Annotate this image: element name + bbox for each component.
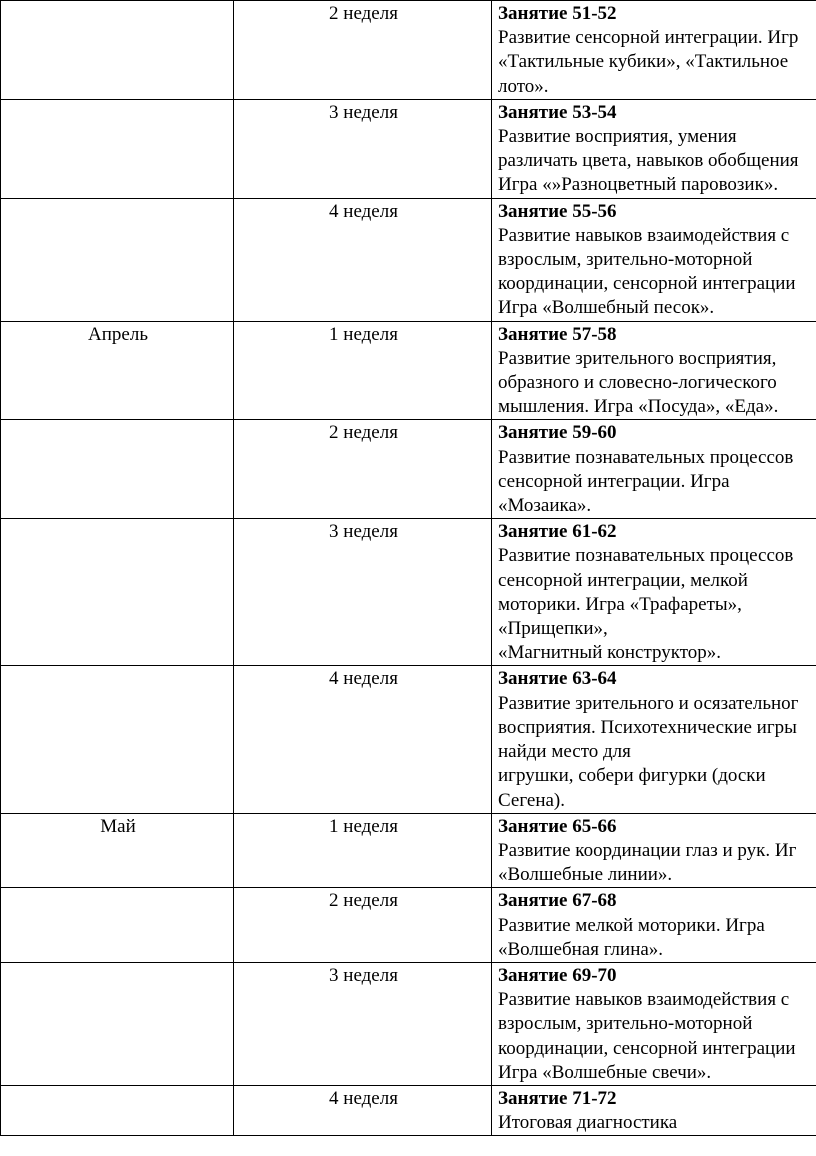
lesson-content-cell <box>492 1 816 100</box>
lesson-title: Занятие 67-68 <box>498 890 617 912</box>
month-cell <box>1 420 234 519</box>
week-cell: 4 неделя <box>234 666 492 813</box>
lesson-content-cell <box>492 420 816 519</box>
lesson-description-line: моторики. Игра «Трафареты», <box>498 593 742 615</box>
lesson-description-line: Развитие координации глаз и рук. Иг <box>498 839 797 861</box>
week-cell: 1 неделя <box>234 321 492 420</box>
lesson-title: Занятие 55-56 <box>498 200 617 222</box>
lesson-description-line: Игра «»Разноцветный паровозик». <box>498 174 779 196</box>
lesson-content-cell <box>492 813 816 888</box>
week-cell: 3 неделя <box>234 962 492 1085</box>
month-cell <box>1 666 234 813</box>
month-cell <box>1 1 234 100</box>
table-row <box>1 321 816 420</box>
table-row <box>1 198 816 321</box>
week-cell: 2 неделя <box>234 888 492 963</box>
month-cell <box>1 1085 234 1135</box>
week-cell: 4 неделя <box>234 198 492 321</box>
lesson-content-cell <box>492 519 816 666</box>
week-cell: 4 неделя <box>234 1085 492 1135</box>
month-cell <box>1 519 234 666</box>
lesson-description-line: «Тактильные кубики», «Тактильное <box>498 51 789 73</box>
week-cell: 3 неделя <box>234 99 492 198</box>
month-cell <box>1 198 234 321</box>
table-row <box>1 813 816 888</box>
lesson-description-line: Сегена). <box>498 789 565 811</box>
lesson-title: Занятие 51-52 <box>498 3 617 24</box>
lesson-description-line: различать цвета, навыков обобщения <box>498 150 799 172</box>
lesson-description-line: взрослым, зрительно-моторной <box>498 1013 753 1035</box>
lesson-title: Занятие 59-60 <box>498 422 617 444</box>
lesson-description-line: «Волшебная глина». <box>498 938 664 960</box>
lesson-description-line: восприятия. Психотехнические игры <box>498 716 797 738</box>
lesson-description-line: координации, сенсорной интеграции <box>498 1037 796 1059</box>
lesson-description-line: Развитие мелкой моторики. Игра <box>498 914 765 936</box>
lesson-description-line: Итоговая диагностика <box>498 1112 678 1134</box>
lesson-description-line: Игра «Волшебный песок». <box>498 297 715 319</box>
lesson-content-cell <box>492 1085 816 1135</box>
lesson-title: Занятие 65-66 <box>498 815 617 837</box>
week-cell: 3 неделя <box>234 519 492 666</box>
table-row <box>1 666 816 813</box>
lesson-content-cell <box>492 962 816 1085</box>
lesson-description-line: «Прищепки», <box>498 618 608 640</box>
week-cell: 1 неделя <box>234 813 492 888</box>
lesson-description-line: сенсорной интеграции. Игра <box>498 470 730 492</box>
lesson-title: Занятие 53-54 <box>498 101 617 123</box>
lesson-description-line: «Мозаика». <box>498 495 592 517</box>
table-row <box>1 1085 816 1135</box>
month-cell <box>1 99 234 198</box>
table-row <box>1 888 816 963</box>
lesson-description-line: Развитие восприятия, умения <box>498 126 737 148</box>
lesson-description-line: координации, сенсорной интеграции <box>498 273 796 295</box>
month-cell <box>1 962 234 1085</box>
lesson-description-line: Развитие навыков взаимодействия с <box>498 989 790 1011</box>
lesson-description-line: Развитие навыков взаимодействия с <box>498 224 790 246</box>
lesson-description-line: Развитие познавательных процессов <box>498 545 794 567</box>
lesson-content-cell <box>492 99 816 198</box>
lesson-content-cell <box>492 321 816 420</box>
lesson-description-line: «Магнитный конструктор». <box>498 642 722 664</box>
lesson-description-line: Развитие познавательных процессов <box>498 446 794 468</box>
lesson-description-line: игрушки, собери фигурки (доски <box>498 765 766 787</box>
lesson-description-line: «Волшебные линии». <box>498 864 673 886</box>
table-row <box>1 519 816 666</box>
lesson-description-line: образного и словесно-логического <box>498 372 777 394</box>
week-cell: 2 неделя <box>234 1 492 100</box>
lesson-description-line: найди место для <box>498 741 631 763</box>
lesson-description-line: взрослым, зрительно-моторной <box>498 249 753 271</box>
table-row <box>1 420 816 519</box>
lesson-description-line: сенсорной интеграции, мелкой <box>498 569 748 591</box>
lesson-plan-body <box>1 1 816 1136</box>
lesson-title: Занятие 71-72 <box>498 1087 617 1109</box>
lesson-description-line: Развитие зрительного и осязательног <box>498 692 799 714</box>
table-row <box>1 99 816 198</box>
table-row <box>1 1 816 100</box>
lesson-description-line: Развитие зрительного восприятия, <box>498 347 777 369</box>
lesson-title: Занятие 63-64 <box>498 668 617 690</box>
lesson-title: Занятие 69-70 <box>498 964 617 986</box>
lesson-title: Занятие 61-62 <box>498 521 617 543</box>
lesson-content-cell <box>492 666 816 813</box>
table-row <box>1 962 816 1085</box>
lesson-content-cell <box>492 198 816 321</box>
week-cell: 2 неделя <box>234 420 492 519</box>
month-cell: Апрель <box>1 321 234 420</box>
lesson-description-line: мышления. Игра «Посуда», «Еда». <box>498 396 779 418</box>
lesson-title: Занятие 57-58 <box>498 323 617 345</box>
month-cell <box>1 888 234 963</box>
lesson-description-line: Развитие сенсорной интеграции. Игр <box>498 27 799 49</box>
lesson-description-line: Игра «Волшебные свечи». <box>498 1061 712 1083</box>
lesson-description-line: лото». <box>498 75 549 97</box>
month-cell: Май <box>1 813 234 888</box>
lesson-content-cell <box>492 888 816 963</box>
